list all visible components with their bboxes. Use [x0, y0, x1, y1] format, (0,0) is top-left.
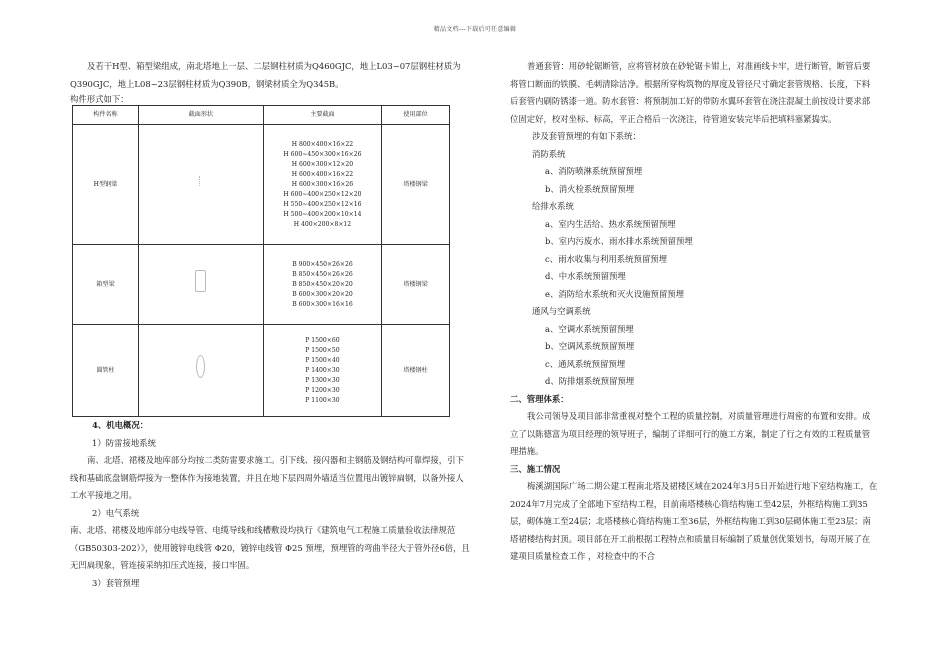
- table-row: [73, 325, 450, 417]
- component-name: 圆管柱: [73, 325, 139, 417]
- section-size: P 1500×60: [305, 336, 340, 344]
- section-size: B 600×300×16×16: [292, 300, 353, 308]
- box-section-icon: [195, 270, 206, 292]
- table-row: [73, 245, 450, 325]
- subsection-electrical: 2）电气系统: [92, 507, 140, 518]
- system-title-hvac: 通风与空调系统: [532, 306, 591, 316]
- list-item: b、室内污废水、雨水排水系统预留预埋: [545, 236, 693, 246]
- list-item: e、消防给水系统和灭火设施预留预埋: [545, 288, 684, 299]
- pipe-section-icon: [196, 355, 205, 378]
- section-size: P 1100×30: [305, 396, 340, 404]
- header-component-name: 构件名称: [73, 106, 139, 125]
- section-size: P 1500×40: [305, 356, 340, 364]
- section-size: P 1400×30: [305, 366, 340, 374]
- right-column: [510, 58, 878, 566]
- list-item: d、中水系统预留预埋: [545, 271, 626, 281]
- header-main-section: 主要截面: [263, 106, 381, 125]
- management-paragraph: 我公司领导及项目部非常重视对整个工程的质量控制，对质量管理进行周密的布置和安排。成立了以陈德富为项目经理的领导班子，编制了详细可行的施工方案，制定了行之有效的工程质量管理措施。: [510, 411, 871, 456]
- subsection-lightning: 1）防雷接地系统: [92, 437, 156, 448]
- section-size: H 600×400×16×22: [291, 170, 354, 178]
- section-title-management: 二、管理体系：: [510, 393, 569, 404]
- h-section-icon: [199, 176, 202, 186]
- section-size: P 1300×30: [305, 376, 340, 384]
- electrical-paragraph: 南、北塔、裙楼及地库部分电线导管、电缆导线和线槽敷设均执行《建筑电气工程施工质量验收法律规范（GB50303-202）》，使用镀锌电线管 Φ20，镀锌电线管 Φ25 预埋，预埋管的弯曲半径大于管外径6倍，且无凹扁现象，管连接采纳扣压式连接，接口牢固。: [70, 525, 470, 570]
- section-size: H 500~400×200×10×14: [283, 210, 362, 218]
- section-size: P 1500×50: [305, 346, 340, 354]
- component-table: [72, 105, 450, 417]
- list-item: a、消防喷淋系统预留预埋: [545, 166, 643, 176]
- list-item: c、通风系统预留预埋: [545, 358, 626, 369]
- component-name: 箱型梁: [73, 245, 139, 325]
- section-title-electromechanical: 4、机电概况：: [92, 420, 149, 430]
- steel-material-paragraph: 及若干H型、箱型梁组成，南北塔地上一层、二层钢柱材质为Q460GJC，地上L03~07层钢柱材质为Q390GJC，地上L08~23层钢柱材质为Q390B，钢梁材质全为Q345B。: [70, 61, 461, 89]
- usage-location: 塔楼钢梁: [382, 245, 450, 325]
- section-size: H 600~400×250×12×20: [283, 190, 362, 198]
- header-usage-location: 使用部位: [382, 106, 450, 125]
- usage-location: 塔楼钢柱: [382, 325, 450, 417]
- list-item: a、室内生活给、热水系统预留预埋: [545, 218, 676, 229]
- section-size: B 600×300×20×20: [292, 290, 353, 298]
- page-header: 精品文档---下载后可任意编辑: [433, 26, 517, 33]
- table-row: [73, 125, 450, 245]
- section-sizes: [263, 325, 381, 417]
- section-size: P 1200×30: [305, 386, 340, 394]
- section-shape-cell: [138, 245, 263, 325]
- table-caption: 构件形式如下：: [70, 94, 129, 104]
- sleeve-paragraph: 普通套管：用砂轮锯断管，应将管材放在砂轮锯卡钳上，对准画线卡牢，进行断管，断管后要将管口断面的铁膜、毛刺清除洁净。根据所穿构筑物的厚度及管径尺寸确定套管规格、长度，下料后套管内刷防锈漆一道。防水套管：将预制加工好的带防水翼环套管在浇注混凝土前按设计要求部位固定好，校对坐标、标高，平正合格后一次浇注，待管道安装完毕后把填料塞紧捣实。: [510, 61, 871, 124]
- section-size: B 900×450×26×26: [292, 260, 353, 268]
- section-sizes: [263, 125, 381, 245]
- section-shape-cell: [138, 325, 263, 417]
- section-size: H 600~450×300×16×26: [283, 150, 362, 158]
- section-title-construction: 三、施工情况: [510, 463, 561, 474]
- list-item: b、空调风系统预留预埋: [545, 341, 635, 351]
- subsection-sleeve: 3）套管预埋: [92, 577, 140, 588]
- system-title-fire: 消防系统: [532, 148, 566, 159]
- usage-location: 塔楼钢梁: [382, 125, 450, 245]
- section-size: H 600×300×12×20: [291, 160, 354, 168]
- section-size: B 850×450×26×26: [292, 270, 353, 278]
- section-sizes: [263, 245, 381, 325]
- left-column: [70, 58, 470, 592]
- list-item: c、雨水收集与利用系统预留预埋: [545, 253, 667, 264]
- systems-intro: 涉及套管预埋的有如下系统：: [532, 131, 641, 141]
- section-size: B 850×450×20×20: [292, 280, 353, 288]
- section-size: H 600×300×16×26: [291, 180, 354, 188]
- system-title-water: 给排水系统: [532, 201, 574, 211]
- list-item: b、消火栓系统预留预埋: [545, 183, 635, 194]
- list-item: d、防排烟系统预留预埋: [545, 376, 635, 386]
- section-shape-cell: [138, 125, 263, 245]
- table-header-row: [73, 106, 450, 125]
- section-size: H 400×200×8×12: [293, 220, 352, 228]
- lightning-paragraph: 南、北塔、裙楼及地库部分均按二类防雷要求施工。引下线、接闪器和主钢筋及钢结构可靠焊接，引下线和基础底盘钢筋焊接为一整体作为接地装置，并且在地下层四周外墙适当位置甩出镀锌扁钢，以备外接人工水平接地之用。: [70, 455, 464, 500]
- header-section-shape: 截面形状: [138, 106, 263, 125]
- section-size: H 550~400×250×12×16: [283, 200, 362, 208]
- construction-paragraph: 梅溪湖国际广场二期公建工程南北塔及裙楼区域在2024年3月5日开始进行地下室结构施工，在2024年7月完成了全部地下室结构工程，目前南塔楼核心筒结构施工至42层，外框结构施工到35层，砌体施工至24层；北塔楼核心筒结构施工至36层，外框结构施工到30层砌体施工至23层；南塔裙楼结构封顶。项目部在开工前根据工程特点和质量目标编制了质量创优策划书，每周开展了在建项目质量检查工作 ，对检查中的不合: [510, 481, 878, 561]
- section-size: H 800×400×16×22: [291, 140, 354, 148]
- list-item: a、空调水系统预留预埋: [545, 323, 634, 334]
- component-name: H型钢梁: [73, 125, 139, 245]
